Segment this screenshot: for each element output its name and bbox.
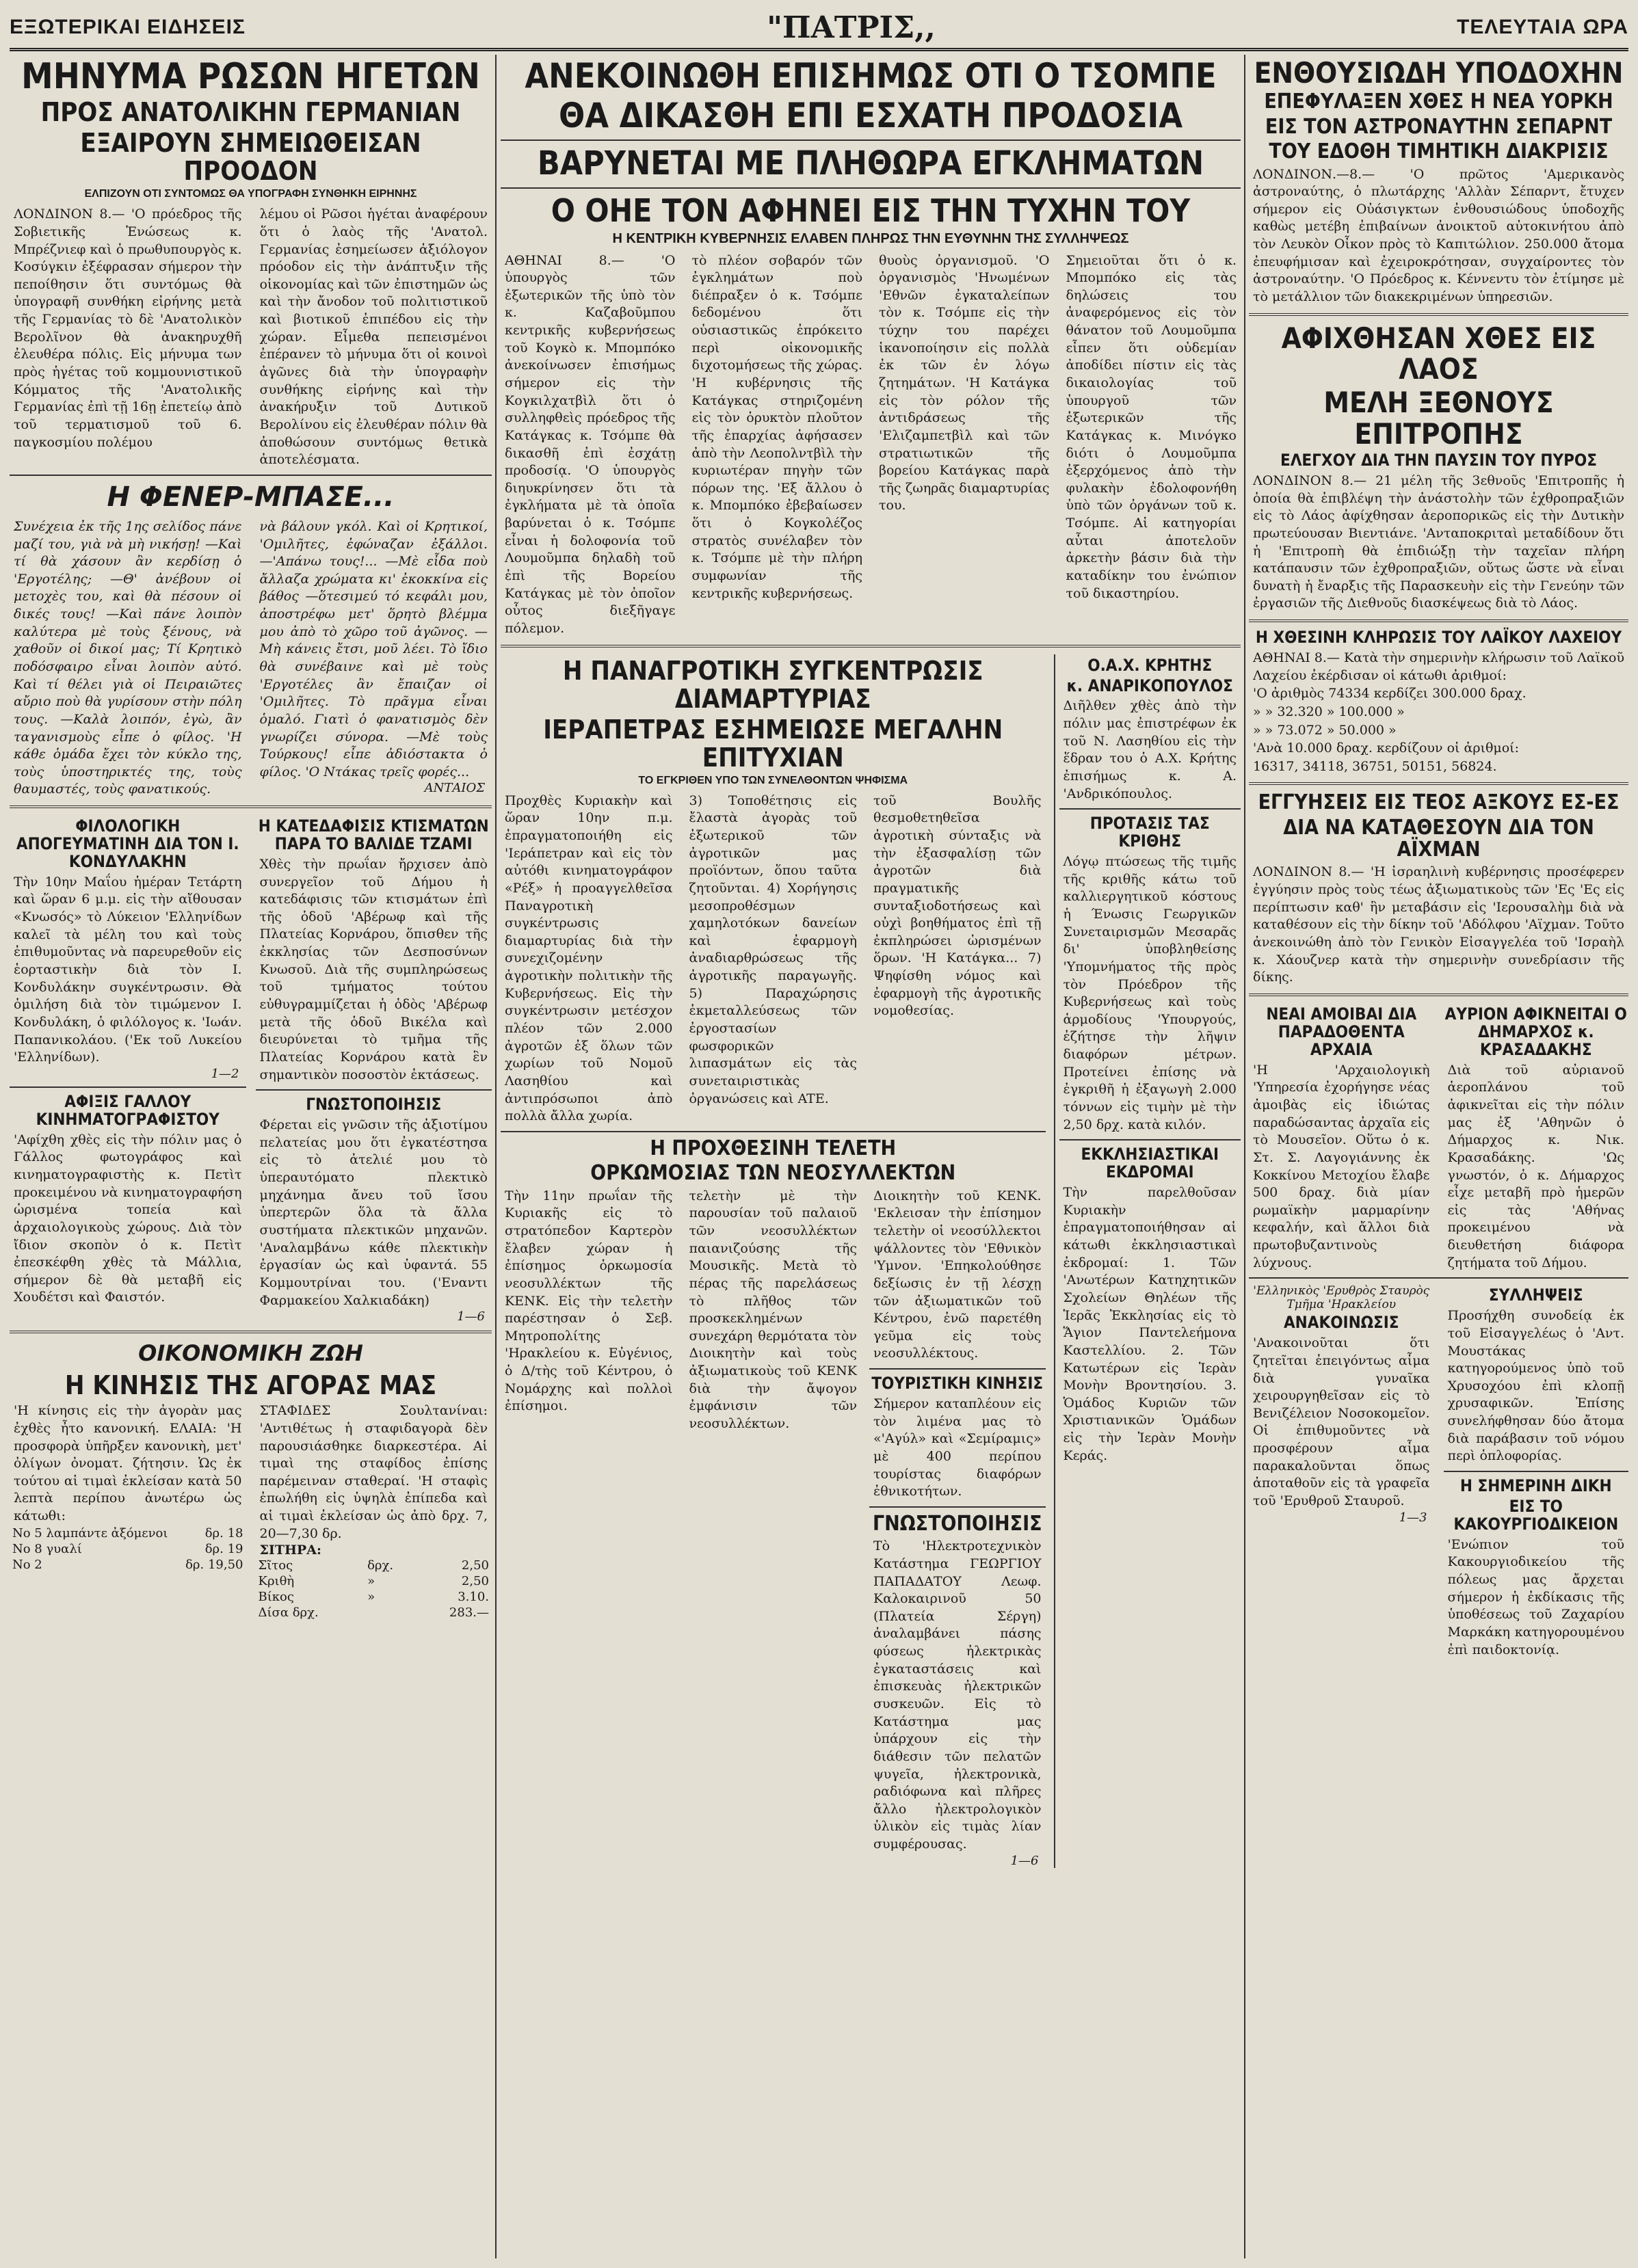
article-headline: ΜΕΛΗ ΞΕΘΝΟΥΣ ΕΠΙΤΡΟΠΗΣ (1323, 386, 1554, 451)
list-item: 16317, 34118, 36751, 50151, 56824. (1253, 758, 1497, 774)
org-name: 'Ελληνικὸς 'Ερυθρὸς Σταυρὸς Τμῆμα 'Ηρακλείου (1253, 1284, 1430, 1312)
article-text: Τὴν παρελθοῦσαν Κυριακὴν ἐπραγματοποιήθησαν αἱ κάτωθι ἐκκλησιαστικαὶ ἐκδρομαί: 1. Τῶν 'Ανωτέρων Κατηχητικῶν Σχολείων Θηλέων τῆς Ἱερᾶς Ἐκκλησίας εἰς τὸ Ἅγιον Παντελεήμονα Καστελλίου. 2. Τῶν Κατωτέρων εἰς Ἱερὰν Μονὴν Βροντησίου. 3. Ὁμάδος Κυριῶν τῶν Χριστιανικῶν Ὁμάδων εἰς τὴν Ἱερὰν Μονὴν Κεράς. (1063, 1185, 1237, 1463)
list-item: » » 73.072 » 50.000 » (1253, 722, 1397, 738)
article-headline: ΑΥΡΙΟΝ ΑΦΙΚΝΕΙΤΑΙ Ο ΔΗΜΑΡΧΟΣ κ. ΚΡΑΣΑΔΑΚΗΣ (1444, 1004, 1627, 1059)
article-text: τελετὴν μὲ τὴν παρουσίαν τοῦ παλαιοῦ τῶν νεοσυλλέκτων παιανιζούσης τῆς Μουσικῆς. Μετὰ τὸ πέρας τῆς παρελάσεως τὸ πλῆθος τῶν προσκεκλημένων συνεχάρη θερμότατα τὸν Διοικητὴν καὶ τοὺς ἀξιωματικοὺς τοῦ ΚΕΝΚ διὰ τὴν ἄψογον ἐμφάνισιν τῶν νεοσυλλέκτων. (689, 1188, 857, 1431)
article-text: Διῆλθεν χθὲς ἀπὸ τὴν πόλιν μας ἐπιστρέφων ἐκ τοῦ Ν. Λασηθίου εἰς τὴν ἕδραν του ὁ Α.Χ. Κρήτης ἐπισήμως κ. Α. 'Ανδρικόπουλος. (1063, 698, 1237, 801)
article-headline: ΦΙΛΟΛΟΓΙΚΗ ΑΠΟΓΕΥΜΑΤΙΝΗ ΔΙΑ ΤΟΝ Ι. ΚΟΝΔΥΛΑΚΗΝ (16, 816, 239, 871)
article-headline: Η ΚΑΤΕΔΑΦΙΣΙΣ ΚΤΙΣΜΑΤΩΝ ΠΑΡΑ ΤΟ ΒΑΛΙΔΕ ΤΖΑΜΙ (258, 816, 489, 854)
article-headline: Η ΠΑΝΑΓΡΟΤΙΚΗ ΣΥΓΚΕΝΤΡΩΣΙΣ ΔΙΑΜΑΡΤΥΡΙΑΣ (562, 655, 983, 714)
article-text: Συνέχεια ἐκ τῆς 1ης σελίδος πάνε μαζί του, γιὰ νὰ μὴ νικήσῃ! —Καὶ τί θὰ χάσουν ἂν κερδίσῃ ὁ 'Εργοτέλης; —Θ' ἀνέβουν οἱ μετοχὲς του, καὶ θὰ πέσουν οἱ δικές τους! —Καὶ πάνε λοιπὸν καλύτερα μὲ τοὺς ξένους, νὰ χαθοῦν οἱ δικοί μας; Τί Κρητικὸ ποδόσφαιρο εἶναι λοιπὸν αὐτό. Καὶ τί θέλει γιὰ οἱ Πειραιῶτες αὔριο ποὺ θὰ γυρίσουν στὴν πόλη τους. —Καλὰ λοιπόν, ἐγὼ, ἂν ταγανισμοὺς εἶπε ὁ φίλος. 'Η κάθε ὁμάδα ἔχει τὸν κύκλο της, τοὺς ὑποστηρικτές της, τοὺς θαυμαστές, τοὺς φανατικούς. (14, 518, 242, 797)
article-text: Σήμερον καταπλέουν εἰς τὸν λιμένα μας τὸ «'Αγύλ» καὶ «Σεμίραμις» μὲ 400 περίπου τουρίστας διαφόρων ἐθνικοτήτων. (873, 1396, 1042, 1499)
article-subheadline: ΤΟΥ ΕΔΟΘΗ ΤΙΜΗΤΙΚΗ ΔΙΑΚΡΙΣΙΣ (1269, 139, 1609, 164)
page-body (10, 55, 1628, 2258)
article-headline: ΑΦΙΧΘΗΣΑΝ ΧΘΕΣ ΕΙΣ ΛΑΟΣ (1281, 321, 1596, 386)
article-headline: Η ΚΙΝΗΣΙΣ ΤΗΣ ΑΓΟΡΑΣ ΜΑΣ (64, 1370, 437, 1401)
article-text: τοῦ Βουλῆς θεσμοθετηθεῖσα ἀγροτικὴ σύνταξις νὰ τὴν ἐξασφαλίσῃ τῶν ἀγροτῶν διὰ πραγματικῆς συνταξιοδοτήσεως καὶ οὐχὶ βοηθήματος ἐπὶ τῇ ἐκπληρώσει ὡρισμένων ὅρων. 'Η Κατάγκα... 7) Ψηφίσθη νόμος καὶ ἐφαρμογὴ τῆς ἀγροτικῆς νομοθεσίας. (873, 792, 1042, 1019)
article-kicker: ΕΛΠΙΖΟΥΝ ΟΤΙ ΣΥΝΤΟΜΩΣ ΘΑ ΥΠΟΓΡΑΦΗ ΣΥΝΘΗΚΗ ΕΙΡΗΝΗΣ (84, 188, 417, 200)
article-text: 3) Τοποθέτησις εἰς ἔλαστὰ ἀγορὰς τοῦ ἐξωτερικοῦ τῶν ἀγροτικῶν μας προϊόντων, ὅπου ταῦτα ζητοῦνται. 4) Χορήγησις μεσοπροθέσμων χαμηλοτόκων δανείων καὶ ἐφαρμογὴ ἀναδιαρθρώσεως τῆς ἀγροτικῆς παραγωγῆς. 5) Παραχώρησις ἐκμεταλλεύσεως τῶν ἐργοστασίων φωσφορικῶν λιπασμάτων εἰς τὰς συνεταιριστικὰς ὀργανώσεις καὶ ATE. (689, 792, 857, 1106)
article-headline: Ο ΟΗΕ ΤΟΝ ΑΦΗΝΕΙ ΕΙΣ ΤΗΝ ΤΥΧΗΝ ΤΟΥ (551, 191, 1191, 229)
article-text: θυοὺς ὀργανισμοῦ. 'Ο ὀργανισμὸς 'Ηνωμένων 'Εθνῶν ἐγκαταλείπων τὸν κ. Τσόμπε εἰς τὴν τύχην του παρέχει ἱκανοποίησιν εἰς πολλὰ ἐκ τῶν ἐν λόγω ζητημάτων. 'Η Κατάγκα εἰς τὸν ρόλον τῆς ἀντιδράσεως τῆς 'Ελιζαμπετβὶλ καὶ τῶν στρατιωτικῶν τῆς βορείου Κατάγκας παρὰ τῆς ζωηρᾶς διαμαρτυρίας του. (879, 252, 1050, 513)
list-item: 'Ο ἀριθμὸς 74334 κερδίζει 300.000 δραχ. (1253, 686, 1527, 702)
article-headline: ΕΠΕΦΥΛΑΞΕΝ ΧΘΕΣ Η ΝΕΑ ΥΟΡΚΗ (1264, 90, 1613, 114)
article-text: ΑΘΗΝΑΙ 8.— 'Ο ὑπουργὸς τῶν ἐξωτερικῶν τῆς ὑπὸ τὸν κ. Καζαβοῦμπου κεντρικῆς κυβερνήσεως τοῦ Κογκὸ κ. Μπομπόκο ἀνεκοίνωσεν ἐπισήμως σήμερον εἰς τὴν Κογκιλχατβὶλ ὅτι ὁ συλληφθεὶς πρόεδρος τῆς Κατάγκας κ. Τσόμπε θὰ δικασθῆ ἐπὶ ἐσχάτῃ προδοσίᾳ. 'Ο ὑπουργὸς διηυκρίνησεν ὅτι τὰ ἐγκλήματα μὲ τὰ ὁποῖα βαρύνεται ὁ κ. Τσόμπε εἶναι ἡ δολοφονία τοῦ Λουμοῦμπα δηλαδὴ τοῦ ἐπὶ τῆς Βορείου Κατάγκας μὲ τὸν ὁποῖον οὗτος διεξῆγαγε πόλεμον. (505, 252, 676, 636)
article-text: ΛΟΝΔΙΝΟΝ 8.— 21 μέλη τῆς 3εθνοῦς 'Επιτροπῆς ἡ ὁποία θὰ ἐπιβλέψη τὴν ἀνάστολὴν τῶν ἐχθροπραξιῶν εἰς τὸ Λάος ἀφίχθησαν ἀεροπορικῶς εἰς τὴν Δυτικὴν πρωτεύουσαν Βιεντιάνε. 'Ανταποκριταὶ μεταδίδουν ὅτι ἡ 'Επιτροπὴ θὰ ἐπιδιώξῃ τὴν ταχεῖαν πλήρη κατάπαυσιν τῶν ἐχθροπραξιῶν, οὕτως ὥστε νὰ εἶναι δυνατὴ ἡ ἔναρξις τῆς Παρασκευὴν εἰς τὴν Γενεύην τῶν ἐργασιῶν τῆς Διεθνοῦς διασκέψεως διὰ τὸ Λάος. (1253, 473, 1624, 611)
section-left: ΕΞΩΤΕΡΙΚΑΙ ΕΙΔΗΣΕΙΣ (10, 16, 246, 38)
article-text: Τὴν 10ην Μαΐου ἡμέραν Τετάρτη καὶ ὥραν 6 μ.μ. εἰς τὴν αἴθουσαν «Κνωσός» τὸ Λύκειον 'Ελληνίδων καλεῖ τὰ μέλη του καὶ τοὺς ἐπιθυμοῦντας νὰ παρευρεθοῦν εἰς ἑορταστικὴν διὰ τὸν Ι. Κονδυλάκην συγκέντρωσιν. Θὰ ὁμιλήση διὰ τὸν τιμώμενον Ι. Κονδυλάκη, ὁ φιλόλογος κ. 'Ιωάν. Παπανικολάου. ('Εκ τοῦ Λυκείου 'Ελληνίδων). (14, 874, 242, 1065)
reference-number: 1—6 (1010, 1853, 1039, 1868)
article-text: Λόγῳ πτώσεως τῆς τιμῆς τῆς κριθῆς κάτω τοῦ καλλιεργητικοῦ κόστους ἡ Ένωσις Γεωργικῶν Συνεταιρισμῶν Μεσαρᾶς δι' ὑποβληθείσης 'Υπομνήματος τῆς πρὸς τὸν Πρόεδρον τῆς Κυβερνήσεως καὶ τοὺς ἁρμοδίους 'Υπουργούς, ἐζήτησε τὴν λῆψιν διαφόρων μέτρων. Προτείνει ἐπίσης νὰ ἐγκριθῆ ἡ ἐξαγωγὴ 2.000 τόννων εἰς τιμὴν μὲ τὴν 2,50 δρχ. κατὰ κιλόν. (1063, 854, 1237, 1132)
article-text: ΛΟΝΔΙΝΟΝ 8.— 'Ο πρόεδρος τῆς Σοβιετικῆς Ἑνώσεως κ. Μπρέζνιεφ καὶ ὁ πρωθυπουργὸς κ. Κοσύγκιν ἐξέφρασαν σήμερον τὴν πεποίθησιν ὅτι συντόμως θὰ ὑπογραφῆ συνθήκη εἰρήνης μετὰ τῆς Γερμανίας τὸ δὲ 'Ανατολικὸν Βερολῖνον θὰ ἀνακηρυχθῆ ἐλευθέρα πόλις. Εἰς μήνυμα των πρὸς ἡγέτας τοῦ κομμουνιστικοῦ Κόμματος τῆς 'Ανατολικῆς Γερμανίας ἐπὶ τῇ 16ῃ ἐπετείῳ ἀπὸ τοῦ τερματισμοῦ τοῦ 6. παγκοσμίου πολέμου (14, 206, 242, 450)
article-text: ΛΟΝΔΙΝΟΝ 8.— 'Η ἰσραηλινὴ κυβέρνησις προσέφερεν ἐγγύησιν πρὸς τοὺς τέως ἀξιωματικοὺς τῶν 'Ες 'Ες εἰς περίπτωσιν καθ' ἣν μεταβάσιν εἰς 'Ιερουσαλὴμ διὰ νὰ καταθέσουν εἰς τὴν δίκην τοῦ 'Αδόλφου 'Αϊχμαν. Τοῦτο ἀνεκοινώθη ἀπὸ τὸν Γενικὸν Εἰσαγγελέα τοῦ 'Ισραὴλ κ. Χάουζνερ κατὰ τὴν σημερινὴν συνεδρίασιν τῆς δίκης. (1253, 864, 1624, 985)
market-title: ΣΙΤΗΡΑ: (259, 1543, 321, 1558)
article-headline: ΣΥΛΛΗΨΕΙΣ (1488, 1285, 1583, 1305)
market-report (10, 1402, 492, 1620)
article-text: ΛΟΝΔΙΝΟΝ.—8.— 'Ο πρῶτος 'Αμερικανὸς ἀστροναύτης, ὁ πλωτάρχης 'Αλλὰν Σέπαρντ, ἔτυχεν σήμερον εἰς Οὐάσιγκτων ἐνθουσιώδους ὑποδοχῆς καθὼς μετέβη ἐπιβαίνων ἀνοικτοῦ αὐτοκινήτου ἀπὸ τὸν Λευκὸν Οἶκον πρὸς τὸ Καπιτώλιον. 250.000 ἄτομα ἐπευφήμισαν καὶ ἐχειροκρότησαν, συγχαίροντες τὸν ἀστροναύτην. 'Ο Πρόεδρος κ. Κέννεντυ τὸν ἐτίμησε μὲ τὸ μετάλλιον τῶν διακεκριμένων ὑπηρεσιῶν. (1253, 166, 1624, 305)
list-item: 'Ανὰ 10.000 δραχ. κερδίζουν οἱ ἀριθμοί: (1253, 741, 1520, 756)
table-row: Κριθὴ » 2,50 (258, 1574, 489, 1589)
table-row: Βίκος » 3.10. (258, 1590, 489, 1605)
notice-text: Φέρεται εἰς γνῶσιν τῆς ἀξιοτίμου πελατείας μου ὅτι ἐγκατέστησα εἰς τὸ ἀτελιέ μου τὸ ὑπεραυτόματο πλεκτικὸ μηχάνημα ἄνευ τοῦ ἴσου ὑπερτερῶν ὅλα τὰ ἄλλα συστήματα πλεκτικῶν μηχανῶν. 'Αναλαμβάνω κάθε πλεκτικὴν ἐργασίαν ὡς καὶ ὑφαντά. 55 Κομμουτρίναι του. ('Εναντι Φαρμακείου Χαλκιαδάκη) (259, 1117, 488, 1308)
article-headline: Η ΧΘΕΣΙΝΗ ΚΛΗΡΩΣΙΣ ΤΟΥ ΛΑΪΚΟΥ ΛΑΧΕΙΟΥ (1255, 628, 1622, 648)
article-headline: ΠΡΟΤΑΣΙΣ ΤΑΣ ΚΡΙΘΗΣ (1089, 814, 1210, 851)
article-row (1249, 1284, 1628, 1659)
article-headline: ΕΝΘΟΥΣΙΩΔΗ ΥΠΟΔΟΧΗΝ (1254, 56, 1624, 90)
article-body (10, 206, 492, 469)
article-headline: ΤΟΥΡΙΣΤΙΚΗ ΚΙΝΗΣΙΣ (871, 1374, 1044, 1393)
article-text: ΑΘΗΝΑΙ 8.— Κατὰ τὴν σημερινὴν κλήρωσιν τοῦ Λαϊκοῦ Λαχείου ἐκέρδισαν οἱ κάτωθι ἀριθμοί: (1253, 650, 1624, 683)
masthead (10, 7, 1628, 51)
market-table (10, 1525, 246, 1573)
article-text: Διοικητὴν τοῦ ΚΕΝΚ. 'Εκλεισαν τὴν ἐπίσημον τελετὴν οἱ νεοσύλλεκτοι ψάλλοντες τὸν 'Εθνικὸν 'Υμνον. 'Επηκολούθησε δεξίωσις ἐν τῇ λέσχῃ τῶν ἀξιωματικῶν τοῦ Κέντρου, ἐνῶ παρετέθη γεῦμα εἰς τοὺς νεοσυλλέκτους. (873, 1188, 1042, 1361)
article-subheadline: ΕΞΑΙΡΟΥΝ ΣΗΜΕΙΩΘΕΙΣΑΝ ΠΡΟΟΔΟΝ (80, 128, 421, 187)
article-headline: ΕΓΓΥΗΣΕΙΣ ΕΙΣ ΤΕΟΣ ΑΞΚΟΥΣ ΕΣ-ΕΣ (1258, 790, 1620, 815)
column-left (10, 55, 492, 2258)
notice-text: 'Ανακοινοῦται ὅτι ζητεῖται ἐπειγόντως αἷμα διὰ γυναῖκα χειρουργηθεῖσαν εἰς τὸ Βενιζέλειον Νοσοκομεῖον. Οἱ ἐπιθυμοῦντες νὰ προσφέρουν αἷμα παρακαλοῦνται ὅπως ἀποταθοῦν εἰς τὰ γραφεῖα τοῦ 'Ερυθροῦ Σταυροῦ. (1253, 1335, 1430, 1509)
column-right (1249, 55, 1628, 2258)
article-body (10, 518, 492, 799)
list-item: » » 32.320 » 100.000 » (1253, 704, 1405, 719)
article-kicker: ΤΟ ΕΓΚΡΙΘΕΝ ΥΠΟ ΤΩΝ ΣΥΝΕΛΘΟΝΤΩΝ ΨΗΦΙΣΜΑ (638, 774, 908, 786)
article-text: ΣΤΑΦΙΔΕΣ Σουλτανίναι: 'Αντιθέτως ἡ σταφιδαγορὰ δὲν παρουσιάσθηκε διαρκεστέρα. Αἱ τιμαὶ της σταφίδος ἐπίσης παρέμειναν σταθεραί. 'Η σταφὶς ἐπωλήθη εἰς ὑψηλὰ ἐπίπεδα καὶ αἱ τιμαὶ ἐκλείσαν ὡς ἀπὸ δρχ. 7, 20—7,30 δρ. (259, 1403, 488, 1541)
article-headline: ΔΙΑ ΝΑ ΚΑΤΑΘΕΣΟΥΝ ΔΙΑ ΤΟΝ ΑΪΧΜΑΝ (1283, 815, 1594, 862)
notice-headline: ΑΝΑΚΟΙΝΩΣΙΣ (1283, 1313, 1399, 1333)
article-headline: ΕΙΣ ΤΟΝ ΑΣΤΡΟΝΑΥΤΗΝ ΣΕΠΑΡΝΤ (1265, 114, 1613, 139)
notice-headline: ΓΝΩΣΤΟΠΟΙΗΣΙΣ (306, 1095, 442, 1115)
article-text: Σημειοῦται ὅτι ὁ κ. Μπομπόκο εἰς τὰς δηλώσεις του ἀναφερόμενος εἰς τὸν θάνατον τοῦ Λουμοῦμπα εἶπεν ὅτι οὐδεμίαν ἀποδίδει πίστιν εἰς τὰς δικαιολογίας τοῦ ὑπουργοῦ τῶν ἐξωτερικῶν τῆς Κατάγκας κ. Μινόγκο διότι ὁ Λουμοῦμπα ἐξερχόμενος ἀπὸ τὴν φυλακὴν ἐδολοφονήθη ὑπὸ τῶν ὀργάνων τοῦ κ. Τσόμπε. Αἱ κατηγορίαι αὗται ἀποτελοῦν ἀρκετὴν βάσιν διὰ τὴν καταδίκην του ἐνώπιον τοῦ δικαστηρίου. (1066, 252, 1237, 601)
article-headline: ΕΙΣ ΤΟ ΚΑΚΟΥΡΓΙΟΔΙΚΕΙΟΝ (1453, 1496, 1619, 1534)
table-row: No 5 λαμπάντε ἀξόμενοι δρ. 18 (12, 1525, 243, 1540)
article-text: 'Η κίνησις εἰς τὴν ἀγορὰν μας ἐχθὲς ἦτο κανονική. ΕΛΑΙΑ: 'Η προσφορὰ ὑπῆρξεν κανονικὴ, μετ' ὀλίγων ὀνοματ. ζήτησιν. Ὡς ἐκ τούτου αἱ τιμαὶ ἐκλείσαν κατὰ 50 λεπτὰ περίπου ἀνωτέρω ὡς κάτωθι: (14, 1403, 242, 1524)
table-row: Δίσα δρχ. 283.— (258, 1605, 489, 1620)
market-table (256, 1558, 492, 1620)
article-row (10, 815, 492, 1324)
article-headline: ΕΚΚΛΗΣΙΑΣΤΙΚΑΙ ΕΚΔΡΟΜΑΙ (1081, 1145, 1219, 1182)
reference-number: 1—2 (211, 1066, 239, 1081)
notice-text: Τὸ 'Ηλεκτροτεχνικὸν Κατάστημα ΓΕΩΡΓΙΟΥ ΠΑΠΑΔΑΤΟΥ Λεωφ. Καλοκαιρινοῦ 50 (Πλατεία Σέργη) ἀναλαμβάνει πάσης φύσεως ἠλεκτρικὰς ἐγκαταστάσεις καὶ ἐπισκευὰς ἠλεκτρικῶν συσκευῶν. Εἰς τὸ Κατάστημα μας ὑπάρχουν εἰς τὴν διάθεσιν τῶν πελατῶν ψυγεῖα, ἠλεκτρονικὰ, ραδιόφωνα καὶ πλῆρες ἄλλο ἠλεκτρολογικὸν ὑλικὸν εἰς τιμὰς λίαν συμφέρουσας. (873, 1538, 1042, 1852)
section-right: ΤΕΛΕΥΤΑΙΑ ΩΡΑ (1457, 16, 1628, 38)
article-text: νὰ βάλουν γκόλ. Καὶ οἱ Κρητικοί, 'Ομιλῆτες, ἐφώναζαν ἐξάλλοι. —'Απάνω τους!... —Μὲ εἶδα ποὺ ἄλλαζα χρώματα κι' ἐκοκκίνα εἰς βάθος —ὅτεσιμεύ τό κεφάλι μου, ἀποστρέφω μετ' ὅρητὸ βλέμμα μου ἀπὸ τὸ χῶρο τοῦ ἀγῶνος. —Μὴ κάνεις ἔτσι, μοῦ λέει. Τὸ ἴδιο θὰ συνέβαινε καὶ μὲ τοὺς 'Εργοτέλες ἂν ἔπαιζαν οἱ 'Ομιλῆτες. Τὸ πρᾶγμα εἶναι ὁμαλό. Γιατὶ ὁ φανατισμὸς δὲν γνωρίζει σύνορα. —Μὲ τοὺς Τούρκους! εἶπε ἀδιόστακτα ὁ φίλος. 'Ο Ντάκας τρεῖς φορές... (259, 518, 488, 779)
notice-headline: ΓΝΩΣΤΟΠΟΙΗΣΙΣ (872, 1511, 1042, 1536)
column-middle (501, 55, 1241, 2258)
author-signature: ΑΝΤΑΙΟΣ (424, 781, 485, 796)
article-kicker: Η ΚΕΝΤΡΙΚΗ ΚΥΒΕΡΝΗΣΙΣ ΕΛΑΒΕΝ ΠΛΗΡΩΣ ΤΗΝ ΕΥΘΥΝΗΝ ΤΗΣ ΣΥΛΛΗΨΕΩΣ (612, 230, 1129, 246)
article-headline: ΑΝΕΚΟΙΝΩΘΗ ΕΠΙΣΗΜΩΣ ΟΤΙ Ο ΤΣΟΜΠΕ (525, 56, 1217, 96)
article-text: 'Ενώπιον τοῦ Κακουργιοδικείου τῆς πόλεως μας ἄρχεται σήμερον ἡ ἐκδίκασις τῆς ὑποθέσεως τοῦ Ζαχαρίου Μαρκάκη κατηγορουμένου ἐπὶ παιδοκτονίᾳ. (1447, 1536, 1624, 1657)
article-headline: ΙΕΡΑΠΕΤΡΑΣ ΕΣΗΜΕΙΩΣΕ ΜΕΓΑΛΗΝ ΕΠΙΤΥΧΙΑΝ (543, 714, 1003, 773)
article-text: Χθὲς τὴν πρωΐαν ἤρχισεν ἀπὸ συνεργεῖον τοῦ Δήμου ἡ κατεδάφισις τῶν κτισμάτων ἐπὶ τῆς ὁδοῦ 'Αβέρωφ καὶ τῆς Πλατείας Κορνάρου, ὅπισθεν τῆς ἐκκλησίας τῶν Δεσποσύνων Κνωσοῦ. Διὰ τῆς συμπληρώσεως τοῦ τμήματος τούτου εὐθυγραμμίζεται ἡ ὁδὸς 'Αβέρωφ μετὰ τῆς ὁδοῦ Βικέλα καὶ διευρύνεται τὸ τμῆμα τῆς Πλατείας Κορνάρου κατὰ ἓν σημαντικὸν ποσοστὸν ἐκτάσεως. (259, 856, 488, 1082)
article-headline: Η ΠΡΟΧΘΕΣΙΝΗ ΤΕΛΕΤΗ (650, 1136, 897, 1160)
article-text: Προχθὲς Κυριακὴν καὶ ὥραν 10ην π.μ. ἐπραγματοποιήθη εἰς 'Ιεράπετραν καὶ εἰς τὸν αὐτόθι κινηματογράφον «Ρέξ» ἡ προαγγελθεῖσα Παναγροτικὴ συγκέντρωσις διαμαρτυρίας διὰ τὴν συνεχιζομένην ἀγροτικὴν πολιτικὴν τῆς Κυβερνήσεως. Εἰς τὴν συγκέντρωσιν μετέσχον πλέον τῶν 2.000 ἀγροτῶν ἐξ ὅλων τῶν χωρίων τοῦ Νομοῦ Λασηθίου καὶ ἀντιπρόσωποι ἀπὸ πολλὰ ἄλλα χωρία. (505, 792, 673, 1124)
article-row (1249, 1003, 1628, 1272)
article-headline: ΠΡΟΣ ΑΝΑΤΟΛΙΚΗΝ ΓΕΡΜΑΝΙΑΝ (40, 97, 461, 128)
article-body (501, 1188, 1046, 1868)
article-headline: ΑΦΙΞΙΣ ΓΑΛΛΟΥ ΚΙΝΗΜΑΤΟΓΡΑΦΙΣΤΟΥ (36, 1091, 220, 1129)
article-subheadline: ΕΛΕΓΧΟΥ ΔΙΑ ΤΗΝ ΠΑΥΣΙΝ ΤΟΥ ΠΥΡΟΣ (1280, 451, 1598, 470)
article-body (501, 252, 1241, 638)
section-title: ΟΙΚΟΝΟΜΙΚΗ ΖΩΗ (138, 1340, 363, 1367)
table-row: No 8 γυαλί δρ. 19 (12, 1541, 243, 1556)
table-row: Σῖτος δρχ. 2,50 (258, 1558, 489, 1573)
article-text: λέμου οἱ Ρῶσοι ἡγέται ἀναφέρουν ὅτι ὁ λαὸς τῆς 'Ανατολ. Γερμανίας ἐσημείωσεν ἀξιόλογον πρόοδον εἰς τὴν ἀνάπτυξιν τῆς οἰκονομίας καὶ τῶν ἐπιστημῶν ὡς καὶ τὴν ἄνοδον τοῦ πολιτιστικοῦ καὶ βιοτικοῦ ἐπιπέδου εἰς τὴν χώραν. Εἶμεθα πεπεισμένοι ἐπέρανεν τὸ μήνυμα ὅτι οἱ κοινοὶ ἀγῶνες διὰ τὴν ὑπογραφὴν συνθήκης εἰρήνης καὶ τὴν ἀνακήρυξιν τοῦ Δυτικοῦ Βερολίνου εἰς ἐλευθέραν πόλιν θὰ ἀποθώσουν συντόμως θετικὰ ἀποτελέσματα. (259, 206, 488, 468)
reference-number: 1—3 (1399, 1510, 1427, 1525)
article-headline: ΒΑΡΥΝΕΤΑΙ ΜΕ ΠΛΗΘΩΡΑ ΕΓΚΛΗΜΑΤΩΝ (537, 144, 1204, 183)
paper-name: "ΠΑΤΡΙΣ,, (767, 10, 936, 45)
article-headline: ΜΗΝΥΜΑ ΡΩΣΩΝ ΗΓΕΤΩΝ (21, 56, 480, 97)
article-text: 'Αφίχθη χθὲς εἰς τὴν πόλιν μας ὁ Γάλλος φωτογράφος καὶ κινηματογραφιστὴς κ. Πετὶτ προκειμένου νὰ κινηματογραφήση ὡρισμένα τοπεία καὶ ἀρχαιολογικοὺς χώρους. Διὰ τὸν ἴδιον σκοπὸν ὁ κ. Πετὶτ ἐπεσκέφθη χθὲς τὰ Μάλλια, σήμερον δὲ θὰ μεταβῆ εἰς Χουδέτσι καὶ Φαιστόν. (14, 1132, 242, 1305)
article-headline: Ο.Α.Χ. ΚΡΗΤΗΣ (1087, 655, 1213, 675)
article-text: 'Η 'Αρχαιολογικὴ 'Υπηρεσία ἐχορήγησε νέας ἀμοιβὰς εἰς ἰδιώτας παραδώσαντας ἀρχαῖα εἰς τὸ Μουσεῖον. Οὕτω ὁ κ. Στ. Σ. Λαγογιάννης ἐκ Κοκκίνου Μετοχίου ἔλαβε 500 δραχ. διὰ μίαν ρωμαϊκὴν μαρμαρίνην κεφαλήν, καὶ ἄλλοι διὰ πρωτοβυζαντινοὺς λύχνους. (1253, 1062, 1430, 1270)
article-headline: κ. ΑΝΑΡΙΚΟΠΟΥΛΟΣ (1066, 676, 1233, 695)
article-text: Τὴν 11ην πρωΐαν τῆς Κυριακῆς εἰς τὸ στρατόπεδον Καρτερὸν ἔλαβεν χώραν ἡ ἐπίσημος ὁρκωμοσία νεοσυλλέκτων τῆς ΚΕΝΚ. Εἰς τὴν τελετὴν παρέστησαν ὁ Σεβ. Μητροπολίτης 'Ηρακλείου κ. Εὐγένιος, ὁ Δ/τὴς τοῦ Κέντρου, ὁ Νομάρχης καὶ πολλοὶ ἐπίσημοι. (505, 1188, 673, 1414)
article-headline: Η ΦΕΝΕΡ-ΜΠΑΣΕ... (107, 481, 395, 513)
article-headline: ΟΡΚΩΜΟΣΙΑΣ ΤΩΝ ΝΕΟΣΥΛΛΕΚΤΩΝ (590, 1161, 956, 1186)
table-row: No 2 δρ. 19,50 (12, 1557, 243, 1572)
article-headline: ΘΑ ΔΙΚΑΣΘΗ ΕΠΙ ΕΣΧΑΤΗ ΠΡΟΔΟΣΙΑ (558, 96, 1183, 135)
reference-number: 1—6 (457, 1309, 485, 1324)
article-body (501, 792, 1046, 1125)
lottery-results (1249, 684, 1628, 775)
article-headline: Η ΣΗΜΕΡΙΝΗ ΔΙΚΗ (1459, 1476, 1612, 1496)
article-text: τὸ πλέον σοβαρόν τῶν ἐγκλημάτων ποὺ διέπραξεν ὁ κ. Τσόμπε δεδομένου ὅτι οὐσιαστικῶς ἐπρόκειτο περὶ οἰκονομικῆς διχοτομήσεως τῆς χώρας. 'Η κυβέρνησις τῆς Κατάγκας στηριζομένη εἰς τὸν ὀρυκτὸν πλοῦτον τῆς ἐπαρχίας ἀφήσασεν ἀπὸ τὴν Λεοπολντβὶλ τὴν κυριωτέραν πηγὴν τῶν πόρων της. 'Εξ ἄλλου ὁ κ. Μπομπόκο ἐβεβαίωσεν ὅτι ὁ Κογκολέζος στρατὸς συνέλαβεν τὸν κ. Τσόμπε μὲ τὴν πλήρη συμφωνίαν τῆς κεντρικῆς κυβερνήσεως. (691, 252, 862, 601)
article-text: Διὰ τοῦ αὐριανοῦ ἀεροπλάνου τοῦ ἀφικνεῖται εἰς τὴν πόλιν μας ἐξ 'Αθηνῶν ὁ Δήμαρχος κ. Νικ. Κρασαδάκης. 'Ως γνωστόν, ὁ κ. Δήμαρχος εἶχε μεταβῆ πρὸ ἡμερῶν εἰς τὰς 'Αθήνας προκειμένου νὰ διευθετήση διάφορα ζητήματα τοῦ Δήμου. (1447, 1062, 1624, 1270)
article-text: Προσήχθη συνοδείᾳ ἐκ τοῦ Εἰσαγγελέως ὁ 'Αντ. Μουστάκας κατηγορούμενος ὑπὸ τοῦ Χρυσοχόου ἐπὶ κλοπῇ χρυσαφικῶν. Ἐπίσης συνελήφθησαν δύο ἄτομα διὰ παράβασιν τοῦ νόμου περὶ ὁπλοφορίας. (1447, 1308, 1624, 1464)
article-headline: ΝΕΑΙ ΑΜΟΙΒΑΙ ΔΙΑ ΠΑΡΑΔΟΘΕΝΤΑ ΑΡΧΑΙΑ (1266, 1004, 1417, 1059)
